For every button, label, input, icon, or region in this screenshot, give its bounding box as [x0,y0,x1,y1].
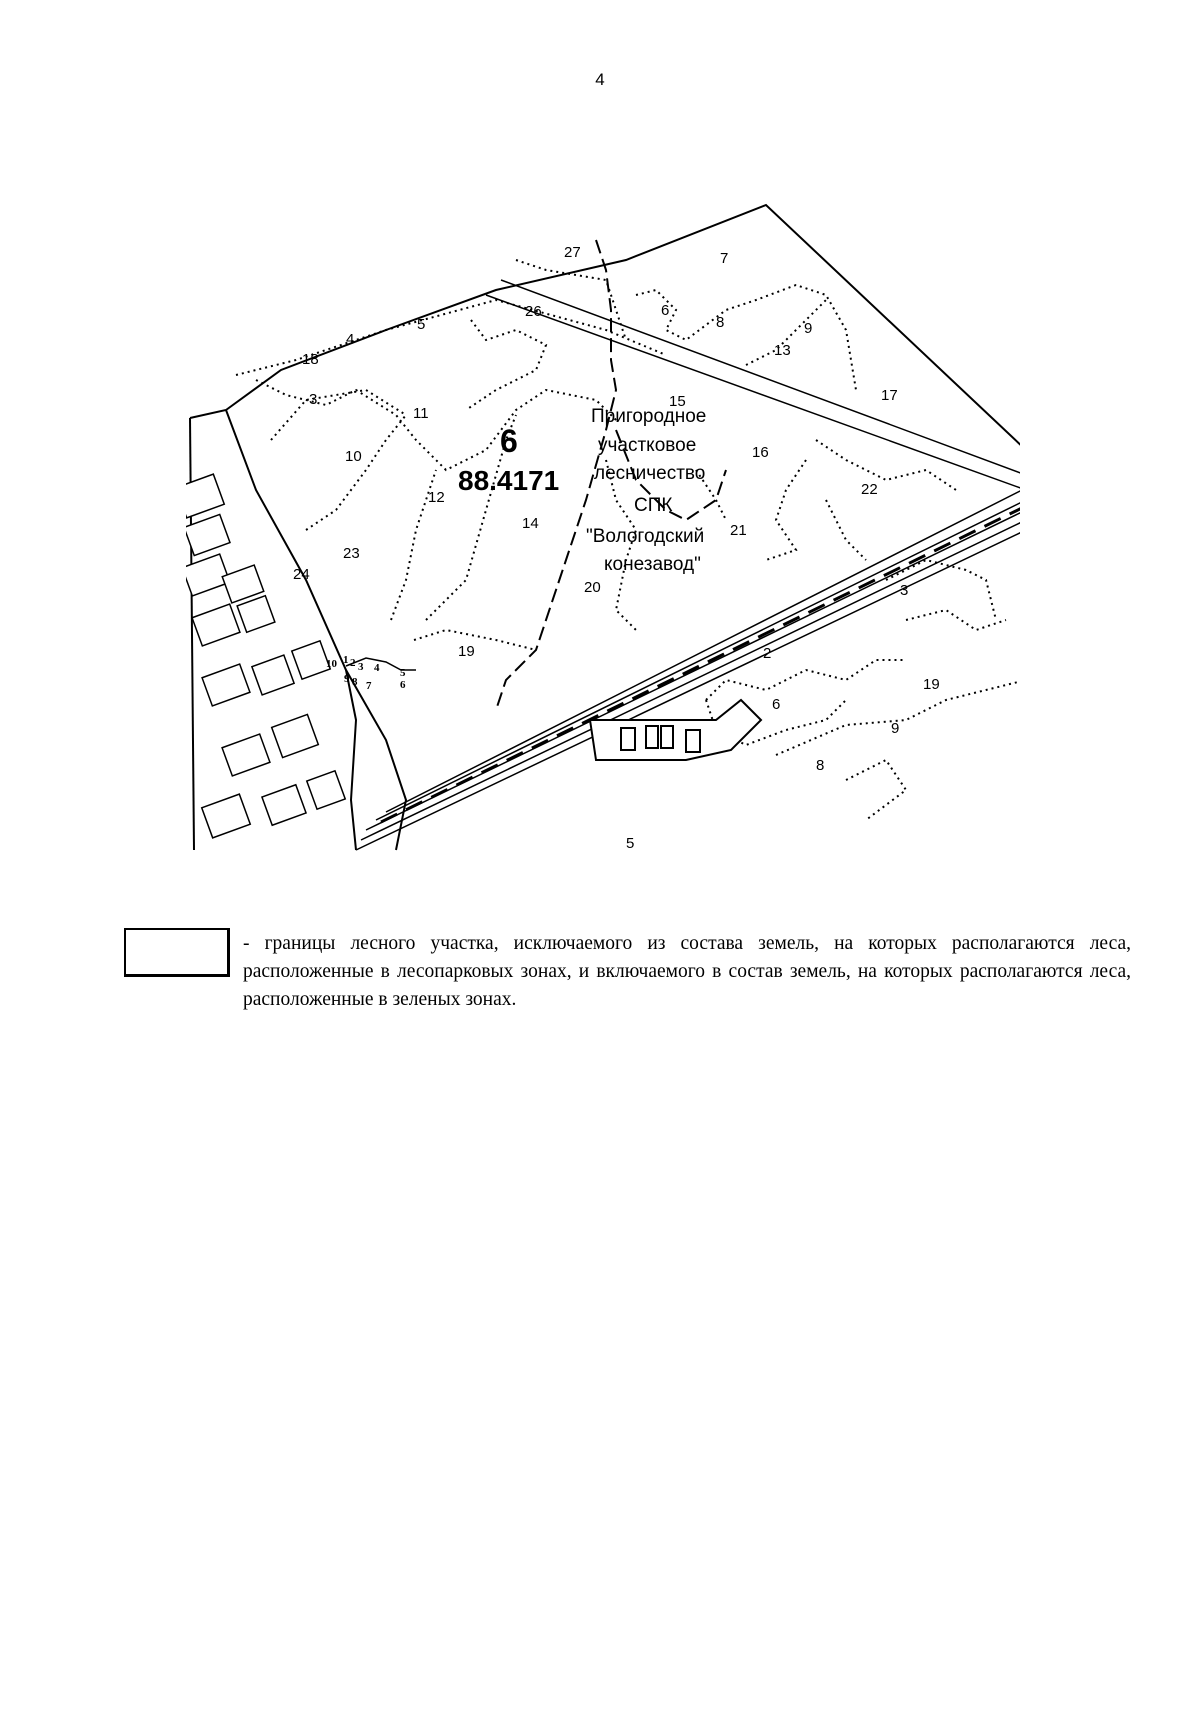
forest-plot-map [186,200,1020,853]
small-plot-label: 4 [374,662,380,674]
plot-label: 5 [626,835,635,852]
forestry-label-line: участковое [598,435,697,456]
plot-label: 8 [816,757,825,774]
legend-boundary-symbol [124,928,230,977]
small-plot-label: 5 [400,667,406,679]
page-number: 4 [595,70,605,89]
plot-label: 13 [774,342,791,359]
plot-label: 14 [522,515,539,532]
plot-label: 17 [881,387,898,404]
small-plot-label: 6 [400,679,406,691]
plot-label: 27 [564,244,581,261]
plot-label: 10 [345,448,362,465]
plot-label: 7 [720,250,729,267]
small-plot-label: 1 [343,654,349,666]
legend-text: - границы лесного участка, исключаемого из состава земель, на которых располагаются леса, расположенные в лесопарковых зонах, и включаемого в состав земель, на которых располагаются леса, расположенные в зеленых зонах. [243,933,1131,1010]
small-plot-label: 10 [326,658,337,670]
plot-label: 15 [669,393,686,410]
org-label-line: конезавод" [604,554,701,575]
plot-label: 26 [525,303,542,320]
small-plot-label: 2 [350,657,356,669]
quarter-number: 6 [500,423,518,459]
org-label-line: "Вологодский [586,526,705,547]
plot-label: 9 [891,720,900,737]
quarter-area: 88.4171 [458,465,560,496]
plot-label: 20 [584,579,601,596]
plot-label: 6 [772,696,781,713]
small-plot-label: 3 [358,661,364,673]
plot-label: 23 [343,545,360,562]
settlement-blocks [186,474,345,838]
small-section [346,658,416,670]
plot-label: 21 [730,522,747,539]
plot-label: 9 [804,320,813,337]
small-plot-label: 9 [344,673,350,685]
plot-label: 22 [861,481,878,498]
plot-label: 19 [458,643,475,660]
plot-label: 16 [752,444,769,461]
plot-label: 8 [716,314,725,331]
small-plot-label: 8 [352,676,358,688]
plot-label: 4 [346,331,355,348]
small-plot-label: 7 [366,680,372,692]
plot-label: 19 [923,676,940,693]
plot-label: 3 [900,582,909,599]
plot-label: 5 [417,316,426,333]
plot-label: 11 [413,405,429,422]
plot-label: 24 [293,566,310,583]
forestry-label-line: лесничество [594,463,706,484]
plot-label: 6 [661,302,670,319]
plot-label: 18 [302,351,319,368]
org-label-line: СПК [634,495,673,516]
plot-label: 2 [763,645,772,662]
plot-label: 12 [428,489,445,506]
plot-label: 3 [309,391,318,408]
forestry-label-line: Пригородное [591,406,707,427]
